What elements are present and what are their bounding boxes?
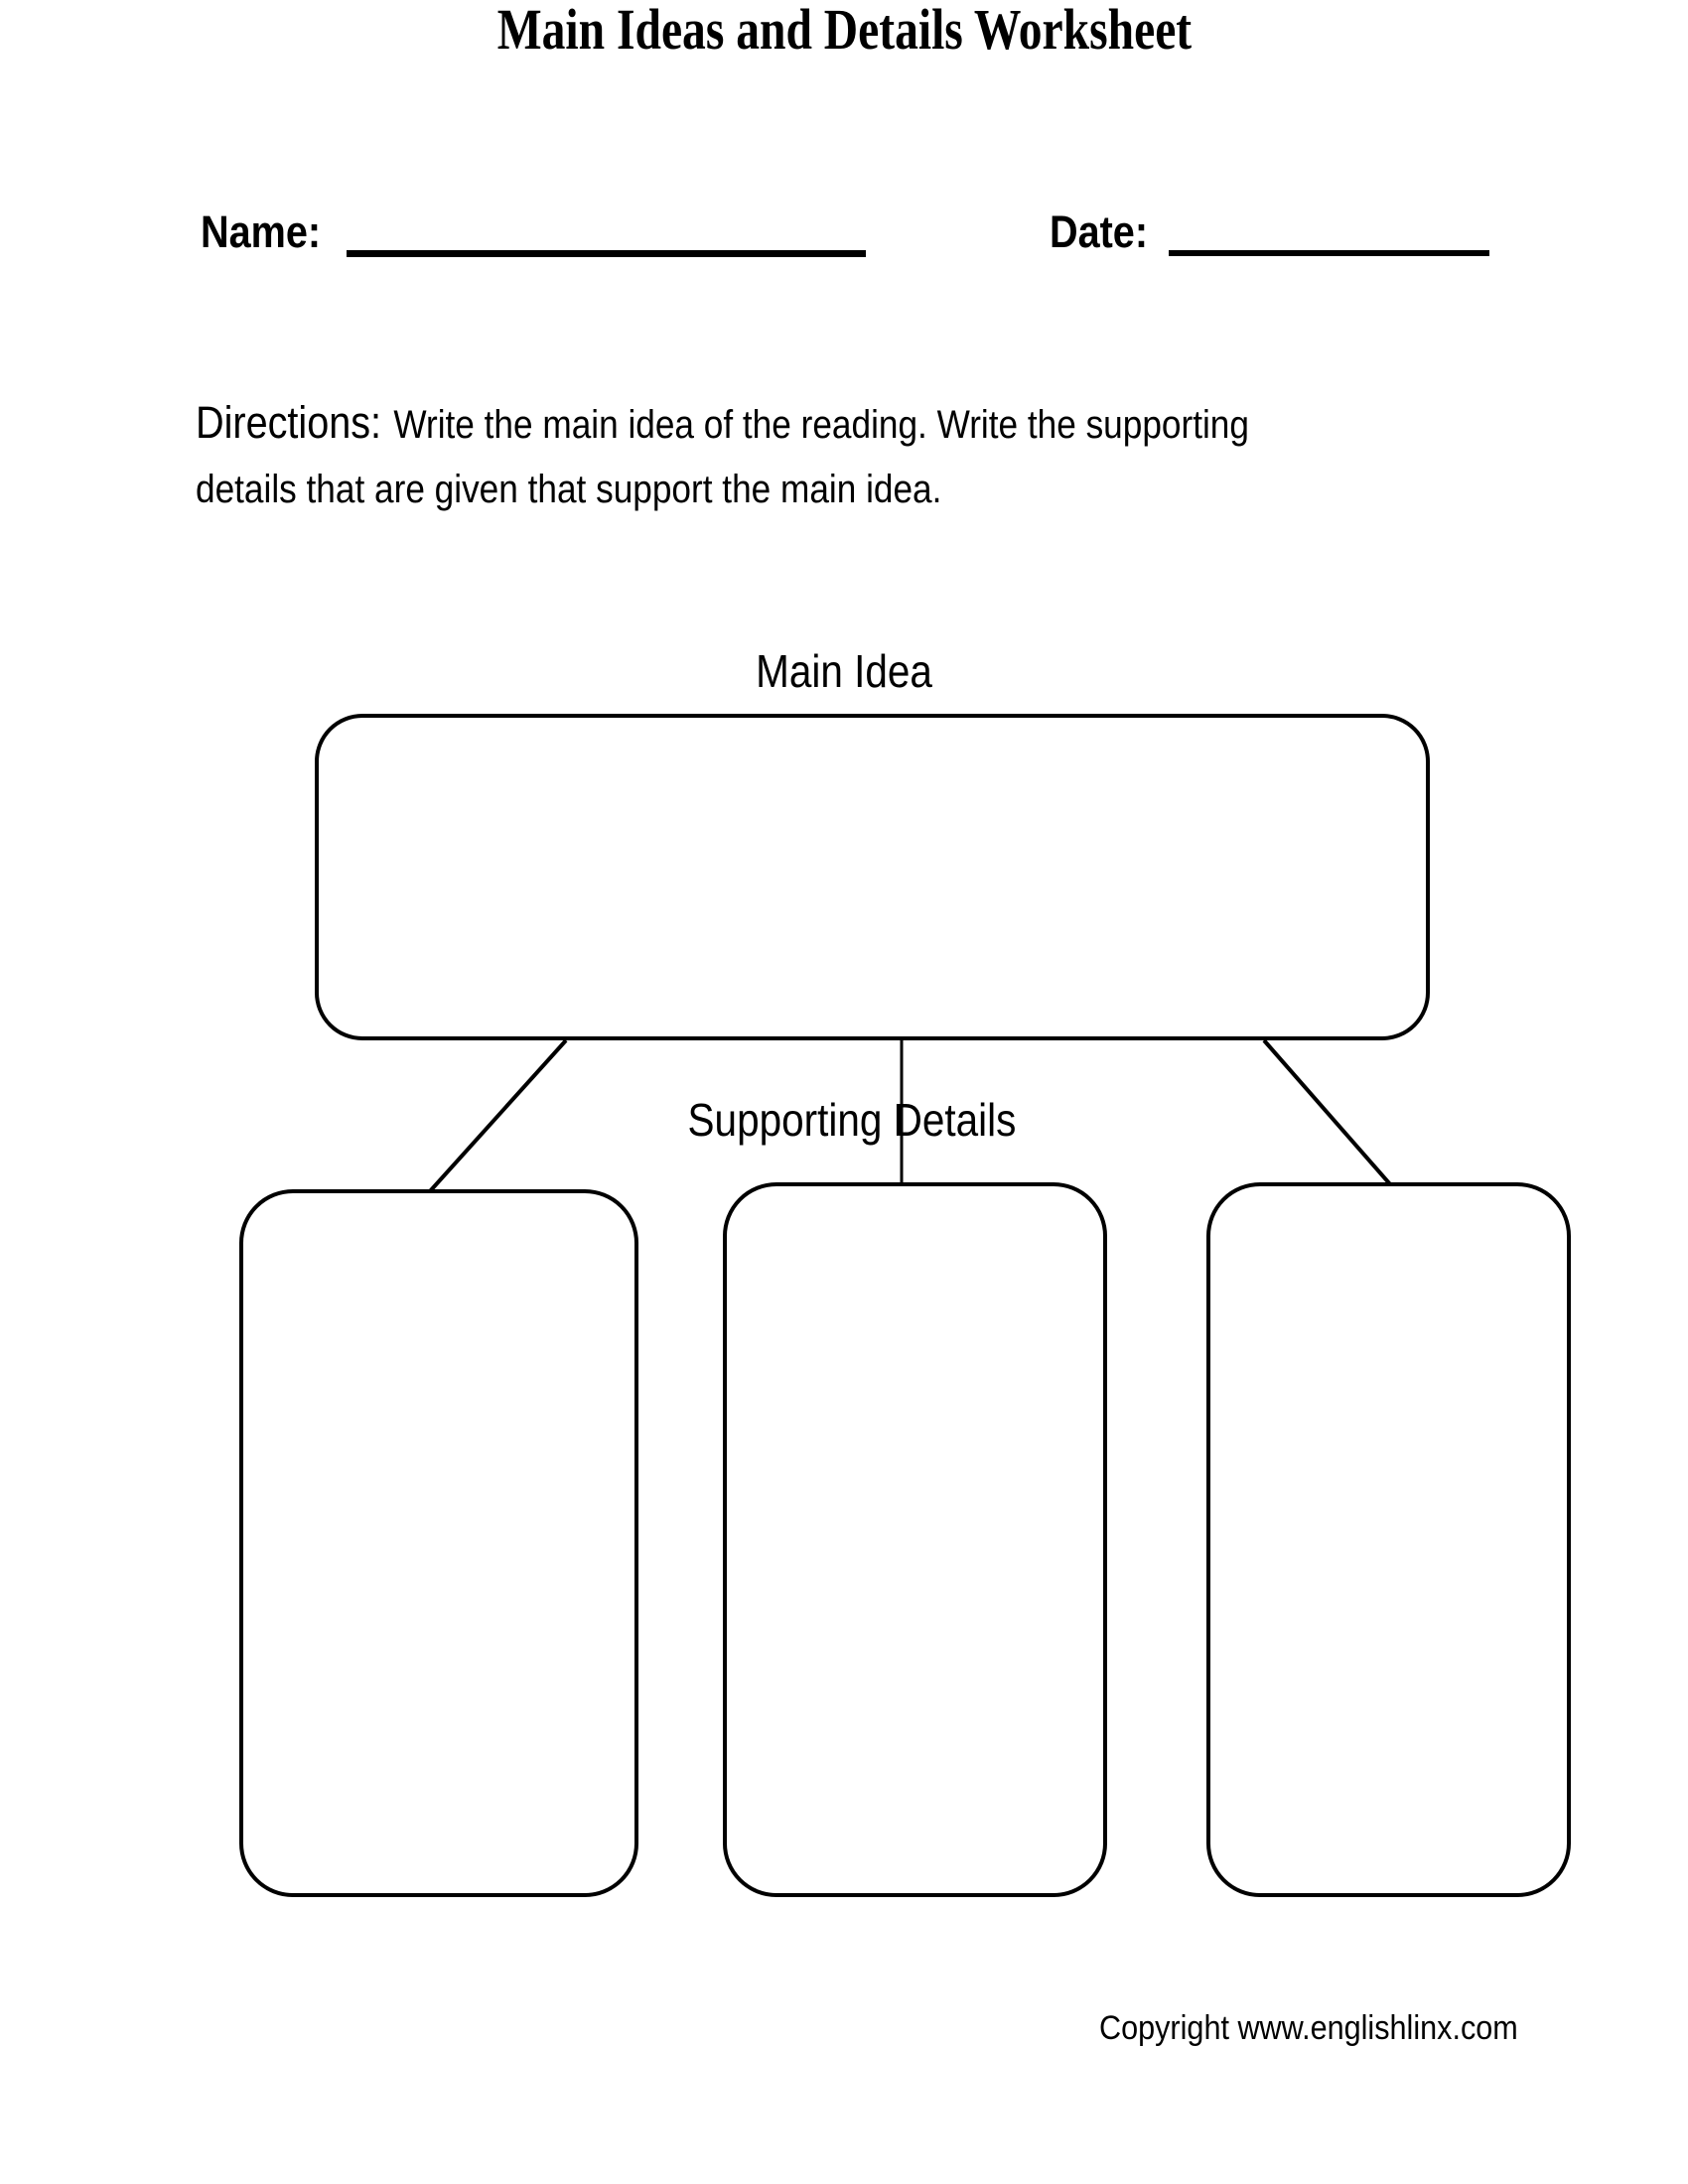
detail-box-right <box>1208 1184 1569 1895</box>
page-title: Main Ideas and Details Worksheet <box>496 0 1192 62</box>
main-idea-label <box>596 647 1092 695</box>
main-idea-label-text: Main Idea <box>756 645 932 697</box>
date-label-text: Date: <box>1050 206 1149 257</box>
detail-box-left <box>241 1191 636 1895</box>
main-idea-box <box>317 716 1428 1038</box>
directions-body-2: details that are given that support the main idea. <box>196 468 942 511</box>
copyright-text-inner: Copyright www.englishlinx.com <box>1099 2009 1518 2047</box>
supporting-details-label-text: Supporting Details <box>687 1094 1017 1146</box>
connector-line-right <box>1264 1040 1390 1184</box>
directions-body-1: Write the main idea of the reading. Write the supporting <box>393 403 1249 447</box>
directions-prefix: Directions: <box>196 397 382 448</box>
connector-line-left <box>430 1040 566 1191</box>
name-label-text: Name: <box>201 206 322 257</box>
detail-box-center <box>725 1184 1105 1895</box>
supporting-details-label <box>604 1096 1100 1144</box>
